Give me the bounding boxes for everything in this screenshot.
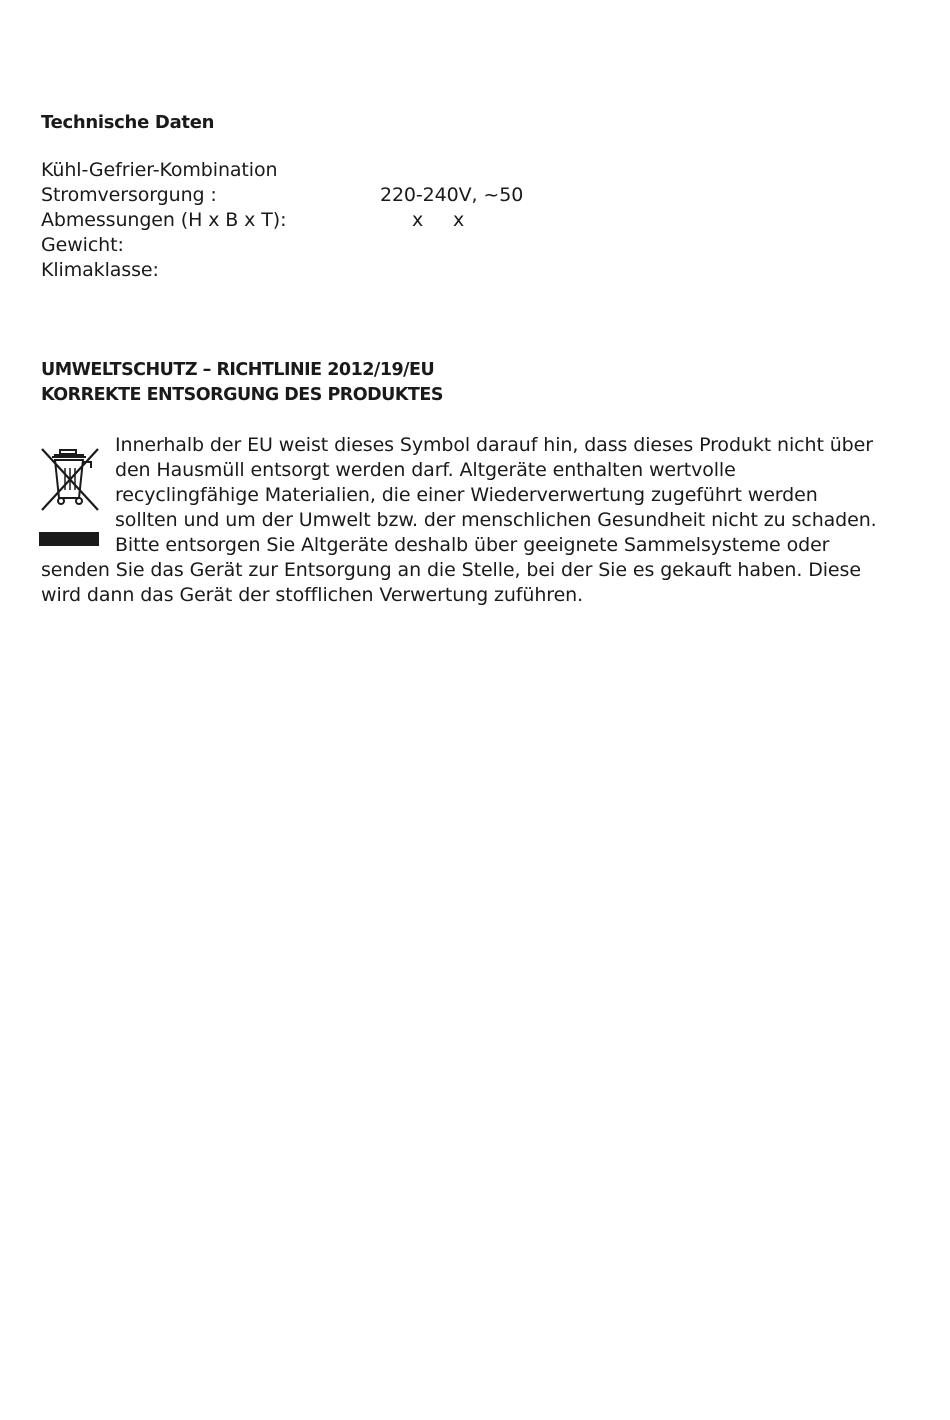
paragraph-line-2: den Hausmüll entsorgt werden darf. Altgeräte enthalten wertvolle xyxy=(115,459,736,481)
weee-crossed-bin-icon xyxy=(37,446,101,548)
paragraph-line-4: sollten und um der Umwelt bzw. der menschlichen Gesundheit nicht zu schaden. xyxy=(115,509,877,531)
dimension-separator-2: x xyxy=(453,209,465,231)
spec-value-power: 220-240V, ~50 xyxy=(379,184,524,206)
dimension-separator-1: x xyxy=(412,209,424,231)
spec-label: Stromversorgung : xyxy=(41,184,217,206)
spec-label: Gewicht: xyxy=(41,234,124,256)
spec-row-weight xyxy=(41,233,374,258)
environment-title-line-1: UMWELTSCHUTZ – RICHTLINIE 2012/19/EU xyxy=(41,360,435,380)
spec-row-climate-class xyxy=(41,258,374,283)
spec-row-power-supply xyxy=(41,183,523,208)
paragraph-line-3: recyclingfähige Materialien, die einer Wiederverwertung zugeführt werden xyxy=(115,484,818,506)
weee-bar xyxy=(39,532,99,546)
spec-label: Abmessungen (H x B x T): xyxy=(41,209,287,231)
spec-row-product-type xyxy=(41,158,374,183)
tech-data-title: Technische Daten xyxy=(41,112,215,133)
spec-row-dimensions xyxy=(41,208,521,233)
paragraph-line-1: Innerhalb der EU weist dieses Symbol darauf hin, dass dieses Produkt nicht über xyxy=(115,434,873,456)
paragraph-line-5: Bitte entsorgen Sie Altgeräte deshalb über geeignete Sammelsysteme oder xyxy=(115,534,830,556)
spec-label: Kühl-Gefrier-Kombination xyxy=(41,159,278,181)
environment-title-line-2: KORREKTE ENTSORGUNG DES PRODUKTES xyxy=(41,385,443,405)
paragraph-line-6: senden Sie das Gerät zur Entsorgung an die Stelle, bei der Sie es gekauft haben. Diese xyxy=(41,559,861,581)
spec-label: Klimaklasse: xyxy=(41,259,159,281)
paragraph-line-7: wird dann das Gerät der stofflichen Verwertung zuführen. xyxy=(41,584,584,606)
